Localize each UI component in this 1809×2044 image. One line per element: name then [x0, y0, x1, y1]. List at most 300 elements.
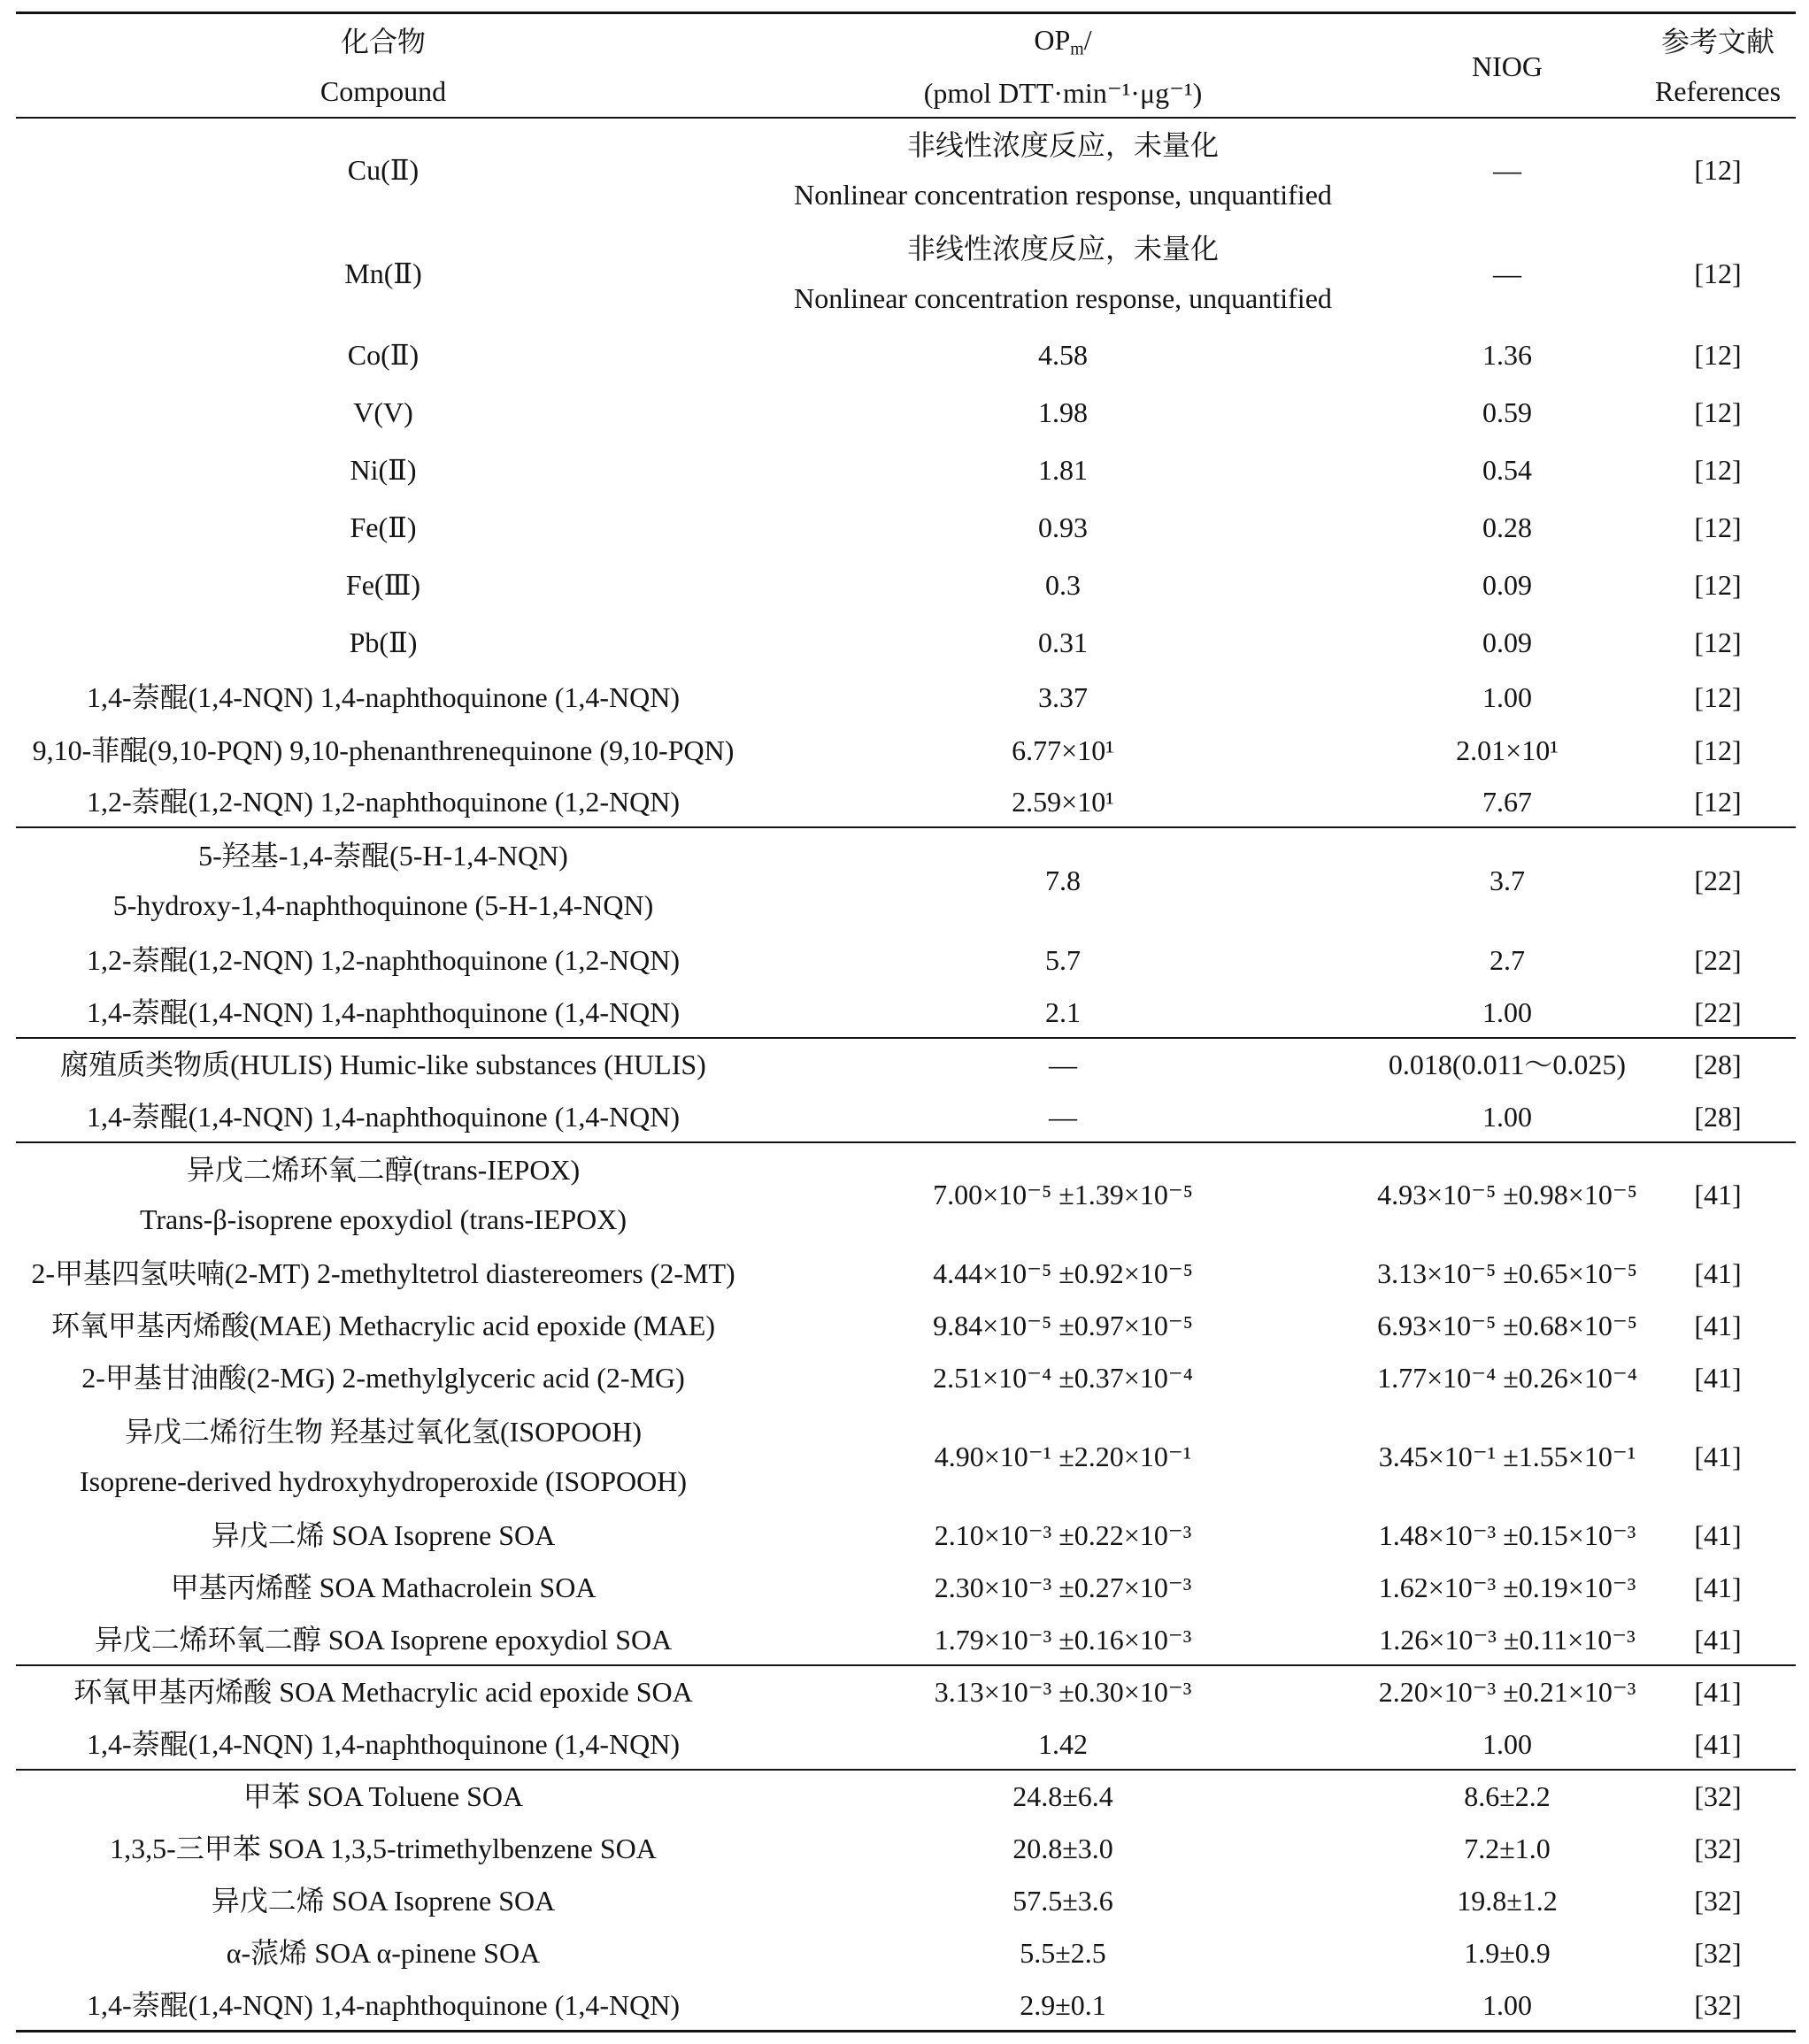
- table-row: [0, 1247, 1809, 1299]
- niog-text: 1.00: [1482, 1988, 1532, 2021]
- ref-text: [41]: [1694, 1623, 1742, 1656]
- ref-cell: [1647, 1874, 1789, 1926]
- ref-text: [41]: [1694, 1256, 1742, 1289]
- niog-text: 1.26×10⁻³ ±0.11×10⁻³: [1379, 1623, 1636, 1656]
- ref-cell: [1647, 934, 1789, 986]
- niog-text: 1.00: [1482, 1727, 1532, 1760]
- compound-text: 环氧甲基丙烯酸 SOA Methacrylic acid epoxide SOA: [73, 1675, 693, 1708]
- niog-text: 7.67: [1482, 786, 1532, 818]
- op-text: 7.8: [1045, 864, 1081, 896]
- op-cell: [779, 1613, 1347, 1665]
- table-row: [0, 221, 1809, 326]
- header-references-zh: 参考文献: [1660, 25, 1774, 58]
- compound-cell: [16, 556, 751, 613]
- op-cell: [779, 934, 1347, 986]
- ref-text: [12]: [1694, 626, 1742, 658]
- op-cell: [779, 1717, 1347, 1770]
- compound-text: 异戊二烯衍生物 羟基过氧化氢(ISOPOOH): [124, 1416, 642, 1448]
- ref-cell: [1647, 1770, 1789, 1822]
- table-row: [0, 827, 1809, 934]
- compound-text: 甲基丙烯醛 SOA Mathacrolein SOA: [170, 1571, 597, 1603]
- compound-cell: [16, 724, 751, 776]
- niog-text: 8.6±2.2: [1464, 1779, 1551, 1812]
- op-cell: [779, 441, 1347, 498]
- table-row: [0, 934, 1809, 986]
- table-row: [0, 1613, 1809, 1665]
- table-row: [0, 1717, 1809, 1770]
- niog-text: 1.00: [1482, 681, 1532, 713]
- op-cell: [779, 1926, 1347, 1979]
- niog-text: 1.77×10⁻⁴ ±0.26×10⁻⁴: [1377, 1362, 1637, 1394]
- op-text: 5.5±2.5: [1020, 1936, 1106, 1969]
- op-text: 2.1: [1045, 995, 1081, 1028]
- ref-cell: [1647, 221, 1789, 326]
- ref-text: [41]: [1694, 1362, 1742, 1394]
- table-row: [0, 383, 1809, 441]
- table-row: [0, 498, 1809, 556]
- compound-text: Pb(Ⅱ): [349, 626, 418, 658]
- ref-text: [41]: [1694, 1179, 1742, 1210]
- table-row: [0, 986, 1809, 1038]
- ref-text: [12]: [1694, 396, 1742, 428]
- niog-cell: [1357, 556, 1658, 613]
- op-cell: [779, 986, 1347, 1038]
- niog-text: 7.2±1.0: [1464, 1832, 1551, 1864]
- table-row: [0, 1561, 1809, 1613]
- op-text: —: [1049, 1048, 1077, 1080]
- op-text: Nonlinear concentration response, unquantified: [794, 282, 1332, 314]
- op-cell: [779, 1038, 1347, 1090]
- table-row: [0, 671, 1809, 724]
- niog-cell: [1357, 1142, 1658, 1247]
- op-text: 3.37: [1038, 681, 1088, 713]
- niog-cell: [1357, 1299, 1658, 1351]
- niog-text: 0.09: [1482, 626, 1532, 658]
- ref-text: [12]: [1694, 734, 1742, 766]
- op-cell: [779, 1561, 1347, 1613]
- compound-cell: [16, 1038, 751, 1090]
- ref-cell: [1647, 1717, 1789, 1770]
- group-rule: [16, 1141, 1796, 1143]
- header-niog: [1357, 14, 1658, 118]
- ref-cell: [1647, 671, 1789, 724]
- compound-text: Co(Ⅱ): [347, 338, 420, 371]
- ref-text: [12]: [1694, 511, 1742, 543]
- compound-cell: [16, 986, 751, 1038]
- op-text: Nonlinear concentration response, unquantified: [794, 178, 1332, 211]
- niog-cell: [1357, 1770, 1658, 1822]
- compound-text: 1,4-萘醌(1,4-NQN) 1,4-naphthoquinone (1,4-NQN): [86, 1988, 681, 2021]
- niog-text: 4.93×10⁻⁵ ±0.98×10⁻⁵: [1377, 1179, 1637, 1210]
- niog-text: 2.20×10⁻³ ±0.21×10⁻³: [1378, 1675, 1636, 1708]
- op-text: 4.58: [1038, 338, 1088, 371]
- compound-text: 1,2-萘醌(1,2-NQN) 1,2-naphthoquinone (1,2-NQN): [86, 786, 681, 818]
- op-cell: [779, 1299, 1347, 1351]
- header-op-slash: /: [1083, 23, 1092, 56]
- table-header-row: [0, 14, 1809, 118]
- compound-cell: [16, 671, 751, 724]
- op-text: 0.93: [1038, 511, 1088, 543]
- op-text: 2.51×10⁻⁴ ±0.37×10⁻⁴: [933, 1362, 1193, 1394]
- op-cell: [779, 1090, 1347, 1142]
- ref-cell: [1647, 1404, 1789, 1509]
- ref-cell: [1647, 1351, 1789, 1404]
- niog-cell: [1357, 1613, 1658, 1665]
- niog-text: 1.62×10⁻³ ±0.19×10⁻³: [1378, 1571, 1636, 1603]
- niog-cell: [1357, 118, 1658, 221]
- ref-cell: [1647, 1665, 1789, 1717]
- ref-text: [32]: [1694, 1884, 1742, 1917]
- table-row: [0, 613, 1809, 671]
- op-cell: [779, 1770, 1347, 1822]
- ref-cell: [1647, 1822, 1789, 1874]
- compound-text: 环氧甲基丙烯酸(MAE) Methacrylic acid epoxide (MAE): [50, 1309, 716, 1341]
- op-text: 3.13×10⁻³ ±0.30×10⁻³: [934, 1675, 1192, 1708]
- niog-cell: [1357, 498, 1658, 556]
- op-text: 7.00×10⁻⁵ ±1.39×10⁻⁵: [933, 1179, 1193, 1210]
- ref-cell: [1647, 326, 1789, 383]
- table-row: [0, 724, 1809, 776]
- niog-cell: [1357, 441, 1658, 498]
- header-op-unit: (pmol DTT·min⁻¹·μg⁻¹): [923, 76, 1203, 109]
- niog-cell: [1357, 671, 1658, 724]
- op-cell: [779, 498, 1347, 556]
- compound-text: 甲苯 SOA Toluene SOA: [242, 1779, 524, 1812]
- op-text: 4.44×10⁻⁵ ±0.92×10⁻⁵: [933, 1256, 1193, 1289]
- compound-text: 异戊二烯 SOA Isoprene SOA: [211, 1518, 556, 1551]
- header-op-main: OP: [1034, 23, 1071, 56]
- ref-text: [41]: [1694, 1727, 1742, 1760]
- table-bottom-rule: [16, 2030, 1796, 2032]
- table-row: [0, 1142, 1809, 1247]
- ref-cell: [1647, 441, 1789, 498]
- op-cell: [779, 383, 1347, 441]
- ref-text: [41]: [1694, 1571, 1742, 1603]
- ref-text: [32]: [1694, 1988, 1742, 2021]
- op-cell: [779, 556, 1347, 613]
- niog-text: 0.28: [1482, 511, 1532, 543]
- table-row: [0, 326, 1809, 383]
- compound-text: 异戊二烯 SOA Isoprene SOA: [211, 1884, 556, 1917]
- niog-text: 1.9±0.9: [1464, 1936, 1551, 1969]
- ref-text: [32]: [1694, 1779, 1742, 1812]
- niog-text: 3.45×10⁻¹ ±1.55×10⁻¹: [1378, 1441, 1636, 1472]
- ref-text: [22]: [1694, 943, 1742, 976]
- compound-cell: [16, 326, 751, 383]
- compound-text: 异戊二烯环氧二醇(trans-IEPOX): [186, 1154, 581, 1186]
- table-row: [0, 776, 1809, 827]
- op-text: 0.3: [1045, 568, 1081, 601]
- op-cell: [779, 1351, 1347, 1404]
- header-op-sub: m: [1070, 39, 1084, 59]
- op-text: 24.8±6.4: [1012, 1779, 1113, 1812]
- ref-text: [12]: [1694, 786, 1742, 818]
- table-row: [0, 1351, 1809, 1404]
- niog-cell: [1357, 1090, 1658, 1142]
- niog-cell: [1357, 934, 1658, 986]
- compound-text: 5-羟基-1,4-萘醌(5-H-1,4-NQN): [198, 840, 568, 872]
- ref-cell: [1647, 724, 1789, 776]
- niog-cell: [1357, 827, 1658, 934]
- compound-cell: [16, 1613, 751, 1665]
- ref-text: [28]: [1694, 1048, 1742, 1080]
- op-text: 2.9±0.1: [1020, 1988, 1106, 2021]
- table-row: [0, 1038, 1809, 1090]
- header-compound-zh: 化合物: [340, 25, 426, 58]
- table-row: [0, 118, 1809, 221]
- op-text: 20.8±3.0: [1012, 1832, 1113, 1864]
- op-text: 非线性浓度反应，未量化: [906, 128, 1219, 161]
- compound-cell: [16, 1717, 751, 1770]
- op-text: —: [1049, 1100, 1077, 1133]
- ref-text: [41]: [1694, 1518, 1742, 1551]
- ref-text: [12]: [1694, 153, 1742, 186]
- niog-cell: [1357, 1665, 1658, 1717]
- ref-cell: [1647, 1299, 1789, 1351]
- op-text: 1.79×10⁻³ ±0.16×10⁻³: [934, 1623, 1192, 1656]
- op-cell: [779, 1404, 1347, 1509]
- compound-cell: [16, 1770, 751, 1822]
- compound-text: Trans-β-isoprene epoxydiol (trans-IEPOX): [139, 1203, 627, 1235]
- compound-cell: [16, 1351, 751, 1404]
- table-row: [0, 1404, 1809, 1509]
- header-compound: [16, 14, 751, 118]
- table-row: [0, 1926, 1809, 1979]
- niog-cell: [1357, 1822, 1658, 1874]
- compound-cell: [16, 1090, 751, 1142]
- niog-cell: [1357, 1979, 1658, 2031]
- niog-cell: [1357, 1038, 1658, 1090]
- table-row: [0, 1822, 1809, 1874]
- ref-text: [12]: [1694, 338, 1742, 371]
- op-cell: [779, 613, 1347, 671]
- op-cell: [779, 1822, 1347, 1874]
- niog-cell: [1357, 1561, 1658, 1613]
- compound-cell: [16, 1665, 751, 1717]
- compound-text: Fe(Ⅱ): [350, 511, 417, 543]
- op-text: 非线性浓度反应，未量化: [906, 233, 1219, 265]
- niog-cell: [1357, 1404, 1658, 1509]
- ref-text: [41]: [1694, 1441, 1742, 1472]
- header-niog-label: NIOG: [1472, 50, 1543, 82]
- op-cell: [779, 776, 1347, 827]
- op-cell: [779, 671, 1347, 724]
- ref-cell: [1647, 613, 1789, 671]
- op-text: 9.84×10⁻⁵ ±0.97×10⁻⁵: [933, 1309, 1193, 1341]
- op-text: 1.98: [1038, 396, 1088, 428]
- op-text: 4.90×10⁻¹ ±2.20×10⁻¹: [934, 1441, 1192, 1472]
- ref-text: [41]: [1694, 1675, 1742, 1708]
- ref-cell: [1647, 986, 1789, 1038]
- niog-cell: [1357, 326, 1658, 383]
- op-cell: [779, 1247, 1347, 1299]
- header-references-en: References: [1654, 74, 1782, 107]
- ref-text: [12]: [1694, 681, 1742, 713]
- table-row: [0, 1299, 1809, 1351]
- compound-text: V(V): [353, 396, 413, 428]
- group-rule: [16, 1037, 1796, 1039]
- niog-text: 0.59: [1482, 396, 1532, 428]
- niog-text: 1.48×10⁻³ ±0.15×10⁻³: [1378, 1518, 1636, 1551]
- niog-cell: [1357, 1509, 1658, 1561]
- op-cell: [779, 1979, 1347, 2031]
- compound-cell: [16, 776, 751, 827]
- op-text: 1.42: [1038, 1727, 1088, 1760]
- niog-text: 3.13×10⁻⁵ ±0.65×10⁻⁵: [1377, 1256, 1637, 1289]
- op-text: 5.7: [1045, 943, 1081, 976]
- compound-cell: [16, 1142, 751, 1247]
- compound-cell: [16, 827, 751, 934]
- niog-text: —: [1493, 153, 1521, 186]
- op-cell: [779, 326, 1347, 383]
- group-rule: [16, 1664, 1796, 1666]
- op-cell: [779, 1142, 1347, 1247]
- niog-cell: [1357, 724, 1658, 776]
- niog-text: 6.93×10⁻⁵ ±0.68×10⁻⁵: [1377, 1309, 1637, 1341]
- compound-text: 腐殖质类物质(HULIS) Humic-like substances (HULIS): [60, 1048, 706, 1080]
- header-references: [1647, 14, 1789, 118]
- niog-cell: [1357, 1874, 1658, 1926]
- compound-cell: [16, 498, 751, 556]
- op-cell: [779, 221, 1347, 326]
- niog-cell: [1357, 1351, 1658, 1404]
- ref-cell: [1647, 383, 1789, 441]
- table-row: [0, 556, 1809, 613]
- compound-cell: [16, 1874, 751, 1926]
- compound-cell: [16, 1299, 751, 1351]
- compound-cell: [16, 1979, 751, 2031]
- op-cell: [779, 1665, 1347, 1717]
- compound-text: Ni(Ⅱ): [350, 453, 417, 486]
- compound-text: 1,4-萘醌(1,4-NQN) 1,4-naphthoquinone (1,4-NQN): [86, 1727, 681, 1760]
- ref-text: [22]: [1694, 995, 1742, 1028]
- compound-cell: [16, 613, 751, 671]
- ref-text: [22]: [1694, 864, 1742, 896]
- table-row: [0, 1090, 1809, 1142]
- ref-cell: [1647, 1926, 1789, 1979]
- ref-cell: [1647, 556, 1789, 613]
- ref-cell: [1647, 1509, 1789, 1561]
- compound-cell: [16, 1561, 751, 1613]
- ref-text: [12]: [1694, 257, 1742, 289]
- ref-text: [12]: [1694, 453, 1742, 486]
- compound-cell: [16, 1404, 751, 1509]
- op-text: 57.5±3.6: [1012, 1884, 1113, 1917]
- table-row: [0, 1770, 1809, 1822]
- compound-text: Isoprene-derived hydroxyhydroperoxide (ISOPOOH): [79, 1465, 688, 1497]
- niog-cell: [1357, 1247, 1658, 1299]
- compound-cell: [16, 1926, 751, 1979]
- niog-text: 0.09: [1482, 568, 1532, 601]
- niog-text: 1.36: [1482, 338, 1532, 371]
- compound-text: 1,4-萘醌(1,4-NQN) 1,4-naphthoquinone (1,4-NQN): [86, 681, 681, 713]
- compound-cell: [16, 118, 751, 221]
- niog-cell: [1357, 986, 1658, 1038]
- op-cell: [779, 1509, 1347, 1561]
- ref-text: [12]: [1694, 568, 1742, 601]
- op-text: 0.31: [1038, 626, 1088, 658]
- compound-cell: [16, 1822, 751, 1874]
- compound-cell: [16, 221, 751, 326]
- op-cell: [779, 1874, 1347, 1926]
- niog-cell: [1357, 1717, 1658, 1770]
- table-row: [0, 1979, 1809, 2031]
- niog-text: 19.8±1.2: [1457, 1884, 1558, 1917]
- ref-cell: [1647, 1979, 1789, 2031]
- op-text: 2.59×10¹: [1012, 786, 1114, 818]
- compound-cell: [16, 1247, 751, 1299]
- ref-cell: [1647, 1613, 1789, 1665]
- compound-text: 5-hydroxy-1,4-naphthoquinone (5-H-1,4-NQN): [112, 889, 654, 921]
- op-cell: [779, 118, 1347, 221]
- compound-text: 1,4-萘醌(1,4-NQN) 1,4-naphthoquinone (1,4-NQN): [86, 1100, 681, 1133]
- table-row: [0, 1665, 1809, 1717]
- table-row: [0, 1874, 1809, 1926]
- header-op-title: [1034, 13, 1091, 66]
- ref-text: [41]: [1694, 1309, 1742, 1341]
- op-text: 2.10×10⁻³ ±0.22×10⁻³: [934, 1518, 1192, 1551]
- table-row: [0, 441, 1809, 498]
- compound-text: α-蒎烯 SOA α-pinene SOA: [226, 1936, 541, 1969]
- compound-text: 1,2-萘醌(1,2-NQN) 1,2-naphthoquinone (1,2-NQN): [86, 943, 681, 976]
- compound-cell: [16, 441, 751, 498]
- ref-cell: [1647, 1247, 1789, 1299]
- compound-cell: [16, 383, 751, 441]
- op-text: 1.81: [1038, 453, 1088, 486]
- compound-text: Mn(Ⅱ): [344, 257, 422, 289]
- ref-cell: [1647, 1142, 1789, 1247]
- ref-text: [28]: [1694, 1100, 1742, 1133]
- compound-text: 2-甲基四氢呋喃(2-MT) 2-methyltetrol diastereomers (2-MT): [31, 1256, 735, 1289]
- compound-text: 1,3,5-三甲苯 SOA 1,3,5-trimethylbenzene SOA: [110, 1832, 657, 1864]
- niog-text: 1.00: [1482, 1100, 1532, 1133]
- niog-text: 1.00: [1482, 995, 1532, 1028]
- niog-text: 2.7: [1490, 943, 1525, 976]
- niog-cell: [1357, 776, 1658, 827]
- ref-text: [32]: [1694, 1832, 1742, 1864]
- table-row: [0, 1509, 1809, 1561]
- compound-cell: [16, 934, 751, 986]
- ref-cell: [1647, 1038, 1789, 1090]
- ref-cell: [1647, 1561, 1789, 1613]
- ref-cell: [1647, 1090, 1789, 1142]
- niog-text: 2.01×10¹: [1456, 734, 1559, 766]
- header-compound-en: Compound: [319, 74, 447, 107]
- ref-cell: [1647, 498, 1789, 556]
- header-op: [779, 14, 1347, 118]
- niog-text: 0.018(0.011～0.025): [1388, 1048, 1627, 1080]
- group-rule: [16, 1769, 1796, 1771]
- ref-cell: [1647, 776, 1789, 827]
- niog-cell: [1357, 383, 1658, 441]
- niog-text: —: [1493, 257, 1521, 289]
- compound-text: 异戊二烯环氧二醇 SOA Isoprene epoxydiol SOA: [94, 1623, 673, 1656]
- niog-cell: [1357, 1926, 1658, 1979]
- compound-text: 9,10-菲醌(9,10-PQN) 9,10-phenanthrenequinone (9,10-PQN): [32, 734, 735, 766]
- niog-text: 0.54: [1482, 453, 1532, 486]
- compound-text: Cu(Ⅱ): [347, 153, 420, 186]
- ref-text: [32]: [1694, 1936, 1742, 1969]
- niog-text: 3.7: [1490, 864, 1525, 896]
- group-rule: [16, 826, 1796, 828]
- niog-cell: [1357, 221, 1658, 326]
- op-cell: [779, 724, 1347, 776]
- ref-cell: [1647, 118, 1789, 221]
- compound-text: 1,4-萘醌(1,4-NQN) 1,4-naphthoquinone (1,4-NQN): [86, 995, 681, 1028]
- compound-text: Fe(Ⅲ): [345, 568, 421, 601]
- compound-cell: [16, 1509, 751, 1561]
- op-cell: [779, 827, 1347, 934]
